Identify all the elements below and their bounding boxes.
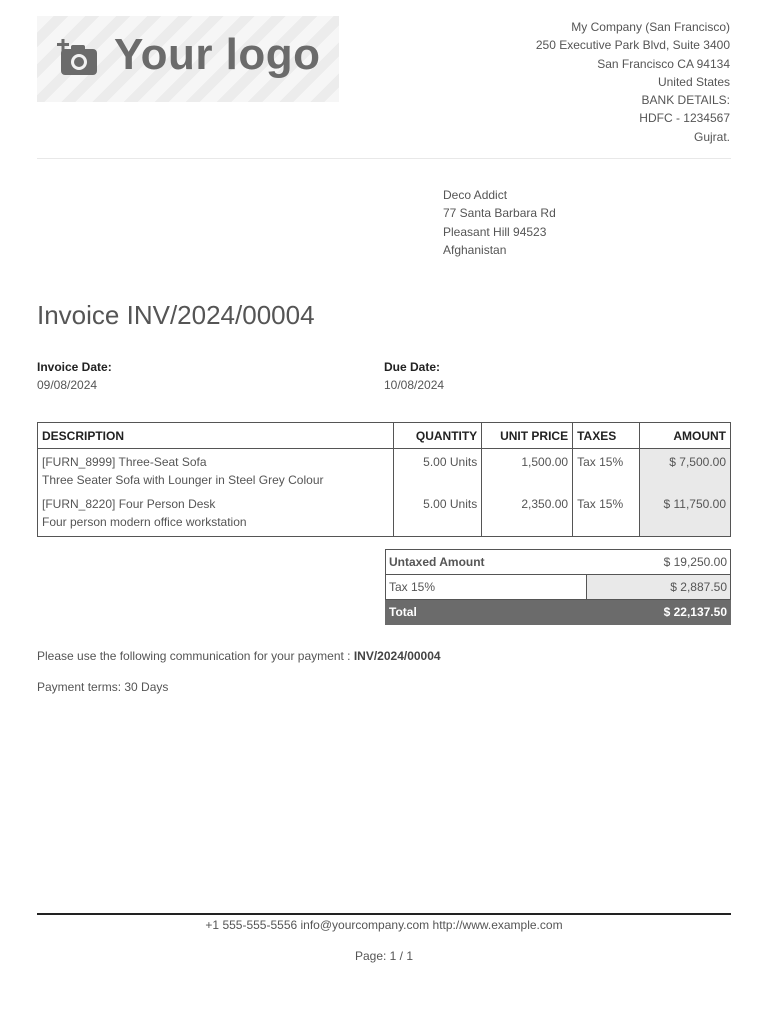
bank-account: HDFC - 1234567	[639, 111, 730, 126]
company-logo	[37, 16, 339, 102]
total-row	[386, 600, 731, 625]
header-unit-price: UNIT PRICE	[482, 423, 573, 449]
payment-communication-text: Please use the following communication for your payment :	[37, 649, 354, 663]
footer-contact: +1 555-555-5556 info@yourcompany.com http://www.example.com	[205, 918, 563, 932]
tax-label: Tax 15%	[386, 575, 587, 600]
line-unit-price: 1,500.00	[482, 449, 573, 490]
line-description	[38, 449, 394, 490]
untaxed-label: Untaxed Amount	[386, 550, 587, 575]
header-amount: AMOUNT	[640, 423, 731, 449]
tax-row	[386, 575, 731, 600]
header-taxes: TAXES	[573, 423, 640, 449]
company-state: Gujrat.	[693, 129, 730, 144]
company-address	[536, 18, 730, 146]
untaxed-amount: $ 19,250.00	[587, 550, 731, 575]
table-row	[38, 489, 731, 537]
logo-text: Your logo	[114, 30, 321, 79]
line-amount: $ 7,500.00	[640, 449, 731, 490]
product-description: Four person modern office workstation	[42, 515, 247, 529]
total-label: Total	[386, 600, 587, 625]
product-description: Three Seater Sofa with Lounger in Steel Grey Colour	[42, 473, 324, 487]
company-name: My Company (San Francisco)	[571, 20, 730, 34]
invoice-lines-table	[37, 422, 731, 537]
table-row	[38, 449, 731, 490]
due-date: 10/08/2024	[384, 378, 445, 392]
payment-terms: Payment terms: 30 Days	[37, 680, 169, 694]
total-amount: $ 22,137.50	[587, 600, 731, 625]
header-description: DESCRIPTION	[38, 423, 394, 449]
header-divider	[37, 158, 731, 159]
due-date-label: Due Date:	[384, 360, 441, 374]
bank-details-label: BANK DETAILS:	[641, 93, 730, 108]
customer-name: Deco Addict	[443, 188, 508, 202]
customer-address	[443, 186, 556, 259]
tax-amount: $ 2,887.50	[587, 575, 731, 600]
header-quantity: QUANTITY	[394, 423, 482, 449]
product-name: [FURN_8999] Three-Seat Sofa	[42, 455, 207, 469]
line-quantity: 5.00 Units	[394, 489, 482, 537]
company-street: 250 Executive Park Blvd, Suite 3400	[535, 38, 730, 53]
product-name: [FURN_8220] Four Person Desk	[42, 497, 216, 511]
camera-add-icon	[57, 39, 101, 77]
line-amount: $ 11,750.00	[640, 489, 731, 537]
line-description	[38, 489, 394, 537]
table-header-row	[38, 423, 731, 449]
customer-street: 77 Santa Barbara Rd	[443, 206, 556, 221]
line-taxes: Tax 15%	[573, 489, 640, 537]
customer-city: Pleasant Hill 94523	[443, 224, 547, 239]
line-quantity: 5.00 Units	[394, 449, 482, 490]
company-country: United States	[657, 74, 730, 89]
customer-country: Afghanistan	[443, 242, 507, 257]
invoice-date: 09/08/2024	[37, 378, 98, 392]
page-number: Page: 1 / 1	[354, 949, 414, 963]
untaxed-row	[386, 550, 731, 575]
line-taxes: Tax 15%	[573, 449, 640, 490]
payment-reference: INV/2024/00004	[353, 649, 441, 663]
totals-table	[385, 549, 731, 625]
invoice-date-label: Invoice Date:	[37, 360, 112, 374]
footer-divider	[37, 913, 731, 915]
company-city: San Francisco CA 94134	[597, 56, 730, 71]
invoice-title: Invoice INV/2024/00004	[37, 300, 315, 330]
line-unit-price: 2,350.00	[482, 489, 573, 537]
payment-communication	[37, 649, 441, 663]
